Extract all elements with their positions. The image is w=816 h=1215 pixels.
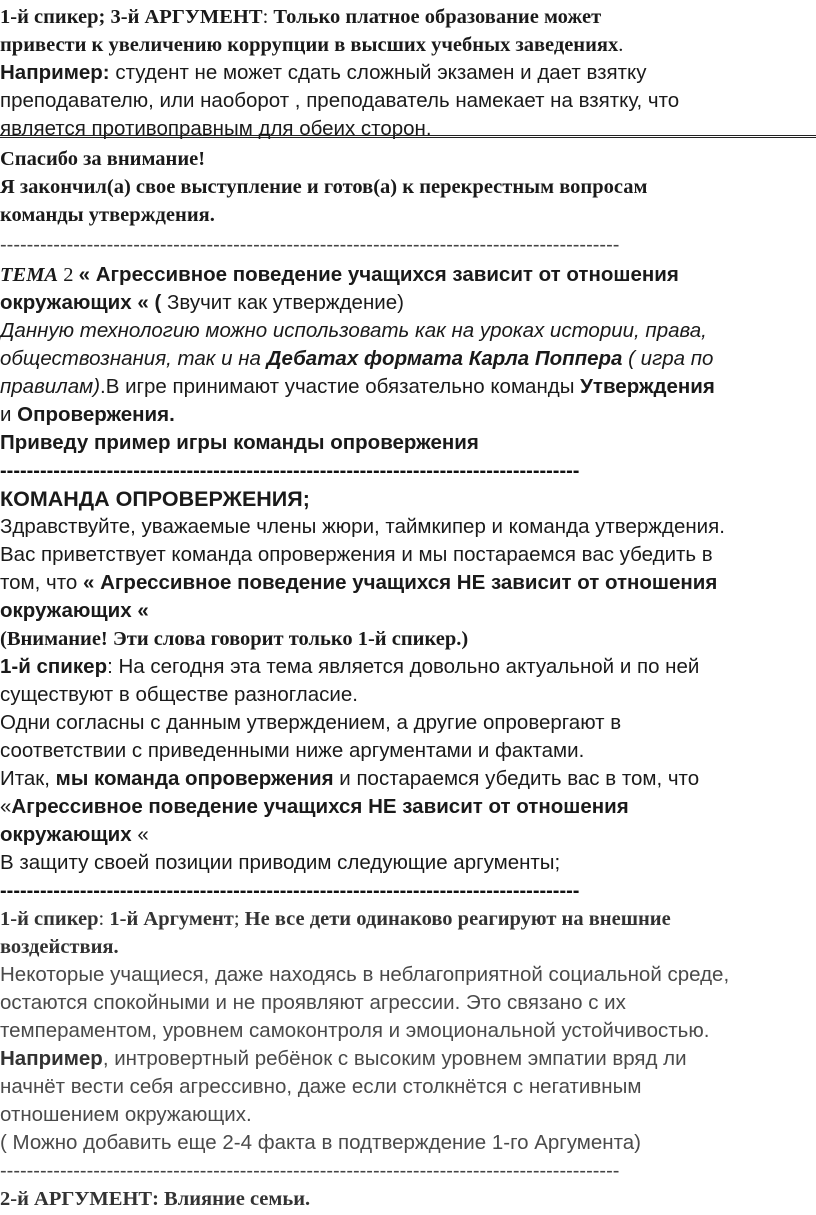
quote-mark: « <box>0 795 12 818</box>
example-line <box>0 1046 687 1072</box>
attention-note: (Внимание! Эти слова говорит только 1-й спикер.) <box>0 628 469 650</box>
double-divider <box>0 135 816 138</box>
speaker-argument-label: 1-й спикер; 3-й АРГУМЕНТ <box>0 6 263 28</box>
argument-1-title-cont: воздействия. <box>0 936 119 958</box>
topic-title: « Агрессивное поведение учащихся зависит от отношения <box>78 263 679 286</box>
text-span: и <box>0 403 18 426</box>
argument-3-title-text: привести к увеличению коррупции в высших учебных заведениях <box>0 34 619 56</box>
closing-line: команды утверждения. <box>0 204 215 226</box>
colon: : <box>98 908 110 930</box>
argument-label: 1-й Аргумент <box>109 908 234 930</box>
speaker-text: : На сегодня эта тема является довольно актуальной и по ней <box>107 655 700 678</box>
topic-title-cont: окружающих « ( <box>0 291 167 314</box>
negative-thesis: « Агрессивное поведение учащихся НЕ зависит от отношения <box>82 571 718 594</box>
hint-line: ( Можно добавить еще 2-4 факта в подтверждение 1-го Аргумента) <box>0 1131 641 1154</box>
team-affirmative: Утверждения <box>580 375 715 398</box>
dashed-divider: --------------------------------------------------------------------------------------- <box>0 460 580 482</box>
text-line: Данную технологию можно использовать как на уроках истории, права, <box>0 319 707 342</box>
example-intro: Приведу пример игры команды опровержения <box>0 431 479 454</box>
speaker-line <box>0 654 699 680</box>
text-line: Одни согласны с данным утверждением, а другие опровергают в <box>0 711 622 734</box>
period: . <box>618 34 624 56</box>
speaker-label: 1-й спикер <box>0 655 108 678</box>
text-span: ( игра по <box>622 347 714 370</box>
argument-3-heading <box>0 4 601 30</box>
text-line <box>0 822 149 848</box>
text-line: является противоправным для обеих сторон. <box>0 117 432 140</box>
example-label: Например: <box>0 61 110 84</box>
text-span: правилам) <box>0 375 101 398</box>
topic-number: 2 <box>58 264 79 286</box>
text-line: остаются спокойными и не проявляют агрессии. Это связано с их <box>0 991 626 1014</box>
text-line <box>0 346 713 372</box>
text-line <box>0 570 717 596</box>
text-line: существуют в обществе разногласие. <box>0 683 358 706</box>
argument-3-title: Только платное образование может <box>273 6 602 28</box>
text-line: отношением окружающих. <box>0 1103 252 1126</box>
text-line: соответствии с приведенными ниже аргументами и фактами. <box>0 739 585 762</box>
closing-line: Я закончил(а) свое выступление и готов(а) к перекрестным вопросам <box>0 176 648 198</box>
team-heading: КОМАНДА ОПРОВЕРЖЕНИЯ; <box>0 487 310 511</box>
topic-note: Звучит как утверждение) <box>167 291 404 314</box>
text-line: Здравствуйте, уважаемые члены жюри, таймкипер и команда утверждения. <box>0 515 725 538</box>
text-span: том, что <box>0 571 83 594</box>
argument-1-title: Не все дети одинаково реагируют на внешние <box>244 908 671 930</box>
debate-format-name: Дебатах формата Карла Поппера <box>266 347 623 370</box>
text-line: Некоторые учащиеся, даже находясь в неблагоприятной социальной среде, <box>0 963 730 986</box>
negative-thesis-cont: окружающих « <box>0 599 149 622</box>
example-line <box>0 60 646 86</box>
topic-heading-cont <box>0 290 404 316</box>
text-line: Вас приветствует команда опровержения и мы постараемся вас убедить в <box>0 543 713 566</box>
dashed-divider: --------------------------------------------------------------------------------------------- <box>0 234 620 256</box>
argument-3-title-cont <box>0 32 623 58</box>
topic-label: ТЕМА <box>0 264 59 286</box>
text-line: преподавателю, или наоборот , преподаватель намекает на взятку, что <box>0 89 680 112</box>
team-name: мы команда опровержения <box>55 767 334 790</box>
example-text: студент не может сдать сложный экзамен и дает взятку <box>109 61 647 84</box>
argument-1-heading <box>0 906 671 932</box>
text-line: начнёт вести себя агрессивно, даже если столкнётся с негативным <box>0 1075 642 1098</box>
dashed-divider: --------------------------------------------------------------------------------------------- <box>0 1160 620 1182</box>
example-label: Например <box>0 1047 103 1070</box>
text-span: и постараемся убедить вас в том, что <box>333 767 700 790</box>
text-span: .В игре принимают участие обязательно команды <box>100 375 581 398</box>
quote-mark: « <box>131 823 149 846</box>
text-span: Итак, <box>0 767 56 790</box>
argument-2-heading: 2-й АРГУМЕНТ: Влияние семьи. <box>0 1188 311 1210</box>
text-line: В защиту своей позиции приводим следующие аргументы; <box>0 851 561 874</box>
negative-thesis-cont: окружающих <box>0 823 132 846</box>
thanks-line: Спасибо за внимание! <box>0 148 206 170</box>
text-line <box>0 374 715 400</box>
text-line <box>0 794 629 820</box>
negative-thesis: Агрессивное поведение учащихся НЕ зависит от отношения <box>11 795 629 818</box>
text-span: обществознания, так и на <box>0 347 267 370</box>
semicolon: ; <box>233 908 245 930</box>
team-negative: Опровержения. <box>17 403 175 426</box>
speaker-label: 1-й спикер <box>0 908 99 930</box>
colon: : <box>262 6 274 28</box>
topic-heading <box>0 262 679 288</box>
text-line: темпераментом, уровнем самоконтроля и эмоциональной устойчивостью. <box>0 1019 710 1042</box>
dashed-divider: --------------------------------------------------------------------------------------- <box>0 880 580 902</box>
text-line <box>0 402 175 428</box>
text-line <box>0 766 699 792</box>
example-text: , интровертный ребёнок с высоким уровнем эмпатии вряд ли <box>102 1047 687 1070</box>
